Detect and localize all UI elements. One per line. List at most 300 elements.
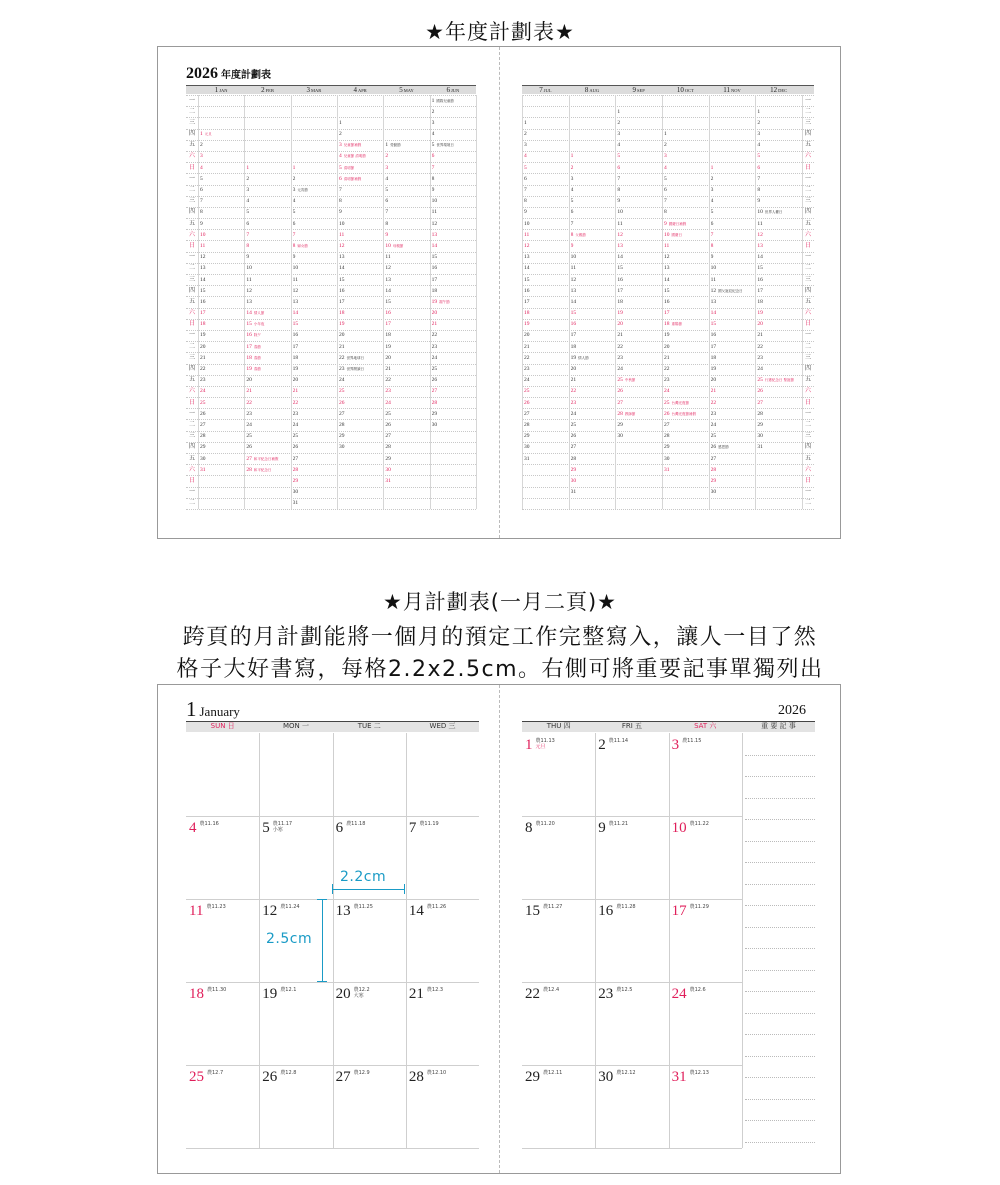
day-cell: 19 情人節 — [570, 354, 589, 361]
day-cell: 18 春節 — [246, 354, 261, 361]
day-cell: 18 — [385, 332, 391, 339]
day-cell: 25 台灣光復節 — [664, 399, 689, 406]
day-cell: 23 — [524, 366, 530, 373]
day-cell: 28 — [200, 433, 206, 440]
day-col-line — [595, 733, 596, 1148]
day-cell: 8 — [200, 209, 203, 216]
memo-line — [745, 1013, 815, 1014]
day-col-line — [669, 733, 670, 1148]
day-cell: 26 — [200, 410, 206, 417]
day-cell: 20 — [664, 343, 670, 350]
day-cell: 13 — [246, 298, 252, 305]
cell-height-tick-bottom — [317, 981, 327, 982]
day-cell: 28 — [339, 421, 345, 428]
day-cell: 9 — [385, 231, 389, 238]
day-cell: 27 — [570, 444, 577, 451]
day-cell: 16 — [710, 332, 717, 339]
day-cell: 29 — [710, 477, 717, 484]
day-cell: 25 — [385, 410, 391, 417]
month-header-9: 9SEP — [632, 86, 645, 94]
day-cell: 2 農11.14 — [598, 737, 629, 753]
weekday-label: 一 — [188, 331, 195, 339]
day-cell: 25 — [246, 433, 252, 440]
day-cell: 3 — [431, 119, 435, 126]
day-cell: 14 — [617, 254, 623, 261]
month-header-5: 5MAY — [399, 86, 414, 94]
day-cell: 20 農12.2 大寒 — [335, 986, 370, 1002]
grid-col-line — [755, 95, 756, 509]
day-cell: 27 — [431, 388, 438, 395]
day-cell: 5 — [200, 175, 203, 182]
spread-spine — [499, 47, 500, 538]
weekday-header: TUE 二 — [357, 722, 381, 730]
day-cell: 5 — [664, 175, 667, 182]
weekday-label: 一 — [188, 174, 195, 182]
day-cell: 9 — [617, 198, 621, 205]
day-cell: 30 — [617, 433, 623, 440]
day-cell: 9 農11.21 — [598, 820, 629, 836]
day-cell: 24 — [200, 388, 206, 395]
day-cell: 24 — [664, 388, 670, 395]
day-cell: 1 — [524, 119, 527, 126]
day-cell: 11 — [246, 276, 252, 283]
day-cell: 3 農11.15 — [671, 737, 702, 753]
day-cell: 6 — [292, 220, 296, 227]
day-cell: 11 — [664, 242, 670, 249]
weekday-label: 六 — [804, 152, 811, 160]
day-cell: 28 — [664, 433, 670, 440]
day-cell: 18 — [710, 354, 717, 361]
day-cell: 30 — [710, 489, 717, 496]
weekday-label: 日 — [804, 476, 811, 484]
day-cell: 22 — [524, 354, 530, 361]
weekday-label: 三 — [804, 353, 811, 361]
day-cell: 8 — [246, 242, 250, 249]
day-cell: 6 — [664, 187, 667, 193]
weekday-label: 三 — [188, 275, 195, 283]
grid-col-line — [291, 95, 292, 509]
yearly-title: 2026 年度計劃表 — [186, 65, 271, 82]
weekday-label: 三 — [804, 197, 811, 205]
day-cell: 11 — [710, 276, 716, 283]
day-cell: 27 — [710, 455, 717, 462]
day-cell: 20 — [246, 377, 252, 384]
weekday-label: 三 — [188, 118, 195, 126]
day-cell: 17 — [664, 310, 670, 317]
day-cell: 24 — [617, 366, 623, 373]
day-cell: 13 — [431, 231, 438, 238]
day-cell: 2 — [385, 153, 389, 160]
monthly-planner-spread — [157, 684, 841, 1174]
day-cell: 29 — [757, 421, 763, 428]
week-row-line — [186, 1148, 479, 1149]
weekday-label: 三 — [804, 118, 811, 126]
weekday-label: 六 — [188, 309, 195, 317]
weekday-label: 六 — [188, 230, 195, 238]
day-cell: 24 — [570, 410, 577, 417]
weekday-header-bar-left — [186, 721, 479, 732]
grid-row-line — [522, 95, 814, 96]
weekday-label: 六 — [188, 152, 195, 160]
day-cell: 4 — [710, 198, 714, 205]
weekday-label: 日 — [188, 398, 195, 406]
day-cell: 3 — [246, 187, 250, 193]
day-cell: 24 — [246, 421, 252, 428]
day-cell: 17 — [570, 332, 577, 339]
memo-line — [745, 1099, 815, 1100]
day-cell: 24 — [431, 354, 438, 361]
day-cell: 17 — [200, 310, 206, 317]
day-cell: 18 — [757, 298, 763, 305]
day-cell: 22 — [246, 399, 252, 406]
day-cell: 5 — [710, 209, 714, 216]
day-cell: 29 — [664, 444, 670, 451]
day-cell: 18 — [617, 298, 623, 305]
day-cell: 8 — [617, 187, 621, 193]
memo-line — [745, 776, 815, 777]
day-cell: 3 — [200, 153, 203, 160]
day-cell: 14 — [524, 265, 530, 272]
month-header-7: 7JUL — [539, 86, 552, 94]
weekday-label: 二 — [188, 186, 195, 193]
day-cell: 5 — [524, 164, 527, 171]
day-cell: 19 春節 — [246, 366, 261, 373]
day-cell: 29 — [292, 477, 299, 484]
month-header-8: 8AUG — [584, 86, 600, 94]
day-cell: 19 — [617, 310, 623, 317]
day-cell: 3 兒童節補假 — [339, 142, 362, 149]
day-cell: 6 清明節補假 — [339, 175, 362, 182]
day-cell: 6 — [385, 198, 389, 205]
grid-row-line — [186, 509, 476, 510]
day-cell: 25 農12.7 — [189, 1069, 224, 1085]
day-cell: 12 — [339, 242, 345, 249]
weekday-header: FRI 五 — [621, 722, 643, 730]
day-cell: 9 — [524, 209, 527, 216]
weekday-label: 五 — [188, 454, 195, 462]
day-cell: 15 — [292, 321, 299, 328]
day-cell: 16 — [524, 287, 530, 294]
day-cell: 7 — [200, 198, 203, 205]
day-cell: 18 — [431, 287, 438, 294]
day-cell: 26 感恩節 — [710, 444, 729, 451]
month-header-bar-right — [522, 85, 814, 94]
day-cell: 22 — [570, 388, 577, 395]
day-cell: 16 — [431, 265, 438, 272]
day-cell: 15 小年夜 — [246, 321, 265, 328]
day-cell: 1 — [339, 119, 342, 126]
day-cell: 26 — [385, 421, 391, 428]
day-cell: 22 農12.4 — [525, 986, 560, 1002]
day-cell: 1 — [664, 131, 667, 138]
day-cell: 10 — [710, 265, 717, 272]
day-cell: 22 世界地球日 — [339, 354, 364, 361]
day-cell: 8 — [664, 209, 667, 216]
day-cell: 12 — [524, 242, 530, 249]
day-cell: 6 — [710, 220, 714, 227]
memo-line — [745, 841, 815, 842]
day-cell: 23 世界閱讀日 — [339, 366, 364, 373]
day-cell: 6 — [431, 153, 435, 160]
day-cell: 23 — [292, 410, 299, 417]
day-cell: 22 — [200, 366, 206, 373]
weekday-label: 一 — [804, 488, 811, 496]
day-cell: 26 — [431, 377, 438, 384]
grid-col-line — [337, 95, 338, 509]
weekday-label: 五 — [804, 141, 811, 149]
weekday-label: 六 — [188, 465, 195, 473]
day-cell: 15 — [664, 287, 670, 294]
day-cell: 21 — [617, 332, 623, 339]
day-cell: 26 — [246, 444, 252, 451]
day-cell: 19 — [385, 343, 391, 350]
grid-col-line — [383, 95, 384, 509]
day-cell: 23 — [246, 410, 252, 417]
day-cell: 1 — [570, 153, 574, 160]
day-cell: 1 — [246, 164, 250, 171]
day-cell: 25 行憲紀念日 聖誕節 — [757, 377, 794, 384]
day-cell: 10 — [617, 209, 623, 216]
day-cell: 28 和平紀念日 — [246, 466, 272, 473]
day-cell: 28 — [385, 444, 391, 451]
monthly-caption-line-2: 格子大好書寫，每格2.2x2.5cm。右側可將重要記事單獨列出 — [176, 657, 824, 682]
week-row-line — [522, 982, 742, 983]
memo-line — [745, 798, 815, 799]
day-col-line — [742, 733, 743, 1148]
yearly-grid-left — [186, 95, 476, 509]
grid-col-line — [522, 95, 523, 509]
day-cell: 5 — [757, 153, 761, 160]
day-cell: 14 情人節 — [246, 310, 265, 317]
day-cell: 1 勞動節 — [385, 142, 401, 149]
weekday-label: 二 — [188, 342, 195, 350]
day-cell: 20 — [385, 354, 391, 361]
day-cell: 6 — [617, 164, 621, 171]
day-cell: 12 — [246, 287, 252, 294]
day-cell: 27 — [339, 410, 345, 417]
day-cell: 19 — [200, 332, 206, 339]
day-cell: 28 — [292, 466, 299, 473]
day-cell: 21 — [385, 366, 391, 373]
weekday-label: 日 — [188, 476, 195, 484]
day-cell: 4 — [617, 142, 621, 149]
day-cell: 21 — [292, 388, 299, 395]
day-cell: 10 — [200, 231, 206, 238]
day-cell: 1 — [710, 164, 714, 171]
weekday-label: 三 — [188, 432, 195, 440]
day-cell: 5 — [617, 153, 621, 160]
day-cell: 10 — [524, 220, 530, 227]
weekday-label: 六 — [188, 387, 195, 395]
day-col-line — [333, 733, 334, 1148]
weekday-label: 日 — [188, 320, 195, 328]
day-cell: 17 — [617, 287, 623, 294]
day-cell: 19 — [757, 310, 763, 317]
day-cell: 16 — [664, 298, 670, 305]
day-cell: 13 — [664, 265, 670, 272]
memo-line — [745, 927, 815, 928]
day-cell: 17 — [292, 343, 299, 350]
yearly-grid-right — [522, 95, 814, 509]
day-cell: 23 — [200, 377, 206, 384]
day-cell: 15 — [431, 254, 438, 261]
day-cell: 24 農12.6 — [671, 986, 706, 1002]
weekday-label: 四 — [804, 130, 811, 138]
day-cell: 24 — [292, 421, 299, 428]
month-header-2: 2FEB — [261, 86, 274, 94]
day-cell: 26 — [292, 444, 299, 451]
day-cell: 1 — [617, 108, 621, 115]
day-cell: 8 農11.20 — [525, 820, 555, 836]
day-cell: 13 — [524, 254, 530, 261]
day-cell: 23 農12.5 — [598, 986, 633, 1002]
day-cell: 3 — [664, 153, 667, 160]
day-cell: 21 — [246, 388, 252, 395]
day-cell: 19 — [292, 366, 299, 373]
day-cell: 8 — [757, 187, 761, 193]
weekday-label: 一 — [188, 96, 195, 104]
day-cell: 23 — [431, 343, 438, 350]
day-cell: 26 台灣光復節補假 — [664, 410, 696, 417]
day-cell: 14 — [710, 310, 717, 317]
day-cell: 6 — [246, 220, 250, 227]
day-cell: 10 — [570, 254, 577, 261]
weekday-label: 二 — [804, 342, 811, 350]
day-cell: 22 — [431, 332, 438, 339]
day-cell: 18 — [292, 354, 299, 361]
day-cell: 1 元旦 — [200, 131, 212, 138]
day-cell: 5 農11.17 小寒 — [262, 820, 293, 836]
monthly-caption-line-1: 跨頁的月計劃能將一個月的預定工作完整寫入，讓人一目了然 — [182, 625, 818, 650]
day-cell: 15 — [710, 321, 717, 328]
day-cell: 17 — [757, 287, 763, 294]
day-cell: 3 — [617, 131, 621, 138]
day-cell: 9 — [339, 209, 342, 216]
day-cell: 11 — [200, 242, 206, 249]
day-cell: 21 農12.3 — [408, 986, 444, 1002]
day-cell: 22 — [757, 343, 763, 350]
day-cell: 11 — [385, 254, 391, 261]
day-cell: 2 — [339, 131, 342, 138]
weekday-label: 一 — [804, 96, 811, 104]
day-cell: 23 — [570, 399, 577, 406]
weekday-label: 五 — [804, 297, 811, 305]
day-cell: 11 — [524, 231, 530, 238]
day-cell: 15 農11.27 — [525, 903, 563, 919]
day-cell: 20 — [570, 366, 577, 373]
day-col-line — [406, 733, 407, 1148]
day-cell: 16 — [200, 298, 206, 305]
day-cell: 24 — [757, 366, 763, 373]
day-cell: 16 — [339, 287, 345, 294]
memo-header: 重 要 記 事 — [761, 722, 796, 730]
day-cell: 7 農11.19 — [408, 820, 439, 836]
weekday-label: 六 — [804, 465, 811, 473]
day-cell: 4 農11.16 — [189, 820, 219, 836]
grid-col-line — [569, 95, 570, 509]
cell-width-tick-right — [404, 884, 405, 894]
day-cell: 1 國際兒童節 — [431, 97, 454, 104]
day-cell: 7 — [570, 220, 574, 227]
day-cell: 9 — [757, 198, 761, 205]
day-cell: 5 — [570, 198, 574, 205]
day-cell: 16 農11.28 — [598, 903, 636, 919]
week-row-line — [522, 816, 742, 817]
day-cell: 17 — [710, 343, 717, 350]
day-cell: 13 — [292, 298, 299, 305]
day-cell: 19 端午節 — [431, 298, 450, 305]
day-cell: 30 — [292, 489, 299, 496]
day-cell: 13 農11.25 — [335, 903, 373, 919]
weekday-label: 日 — [188, 163, 195, 171]
month-header-6: 6JUN — [446, 86, 460, 94]
day-cell: 28 — [710, 466, 717, 473]
day-cell: 19 — [664, 332, 670, 339]
day-cell: 21 — [757, 332, 763, 339]
day-cell: 23 — [617, 354, 623, 361]
day-cell: 7 — [757, 175, 761, 182]
day-cell: 17 — [339, 298, 345, 305]
weekday-label: 一 — [188, 409, 195, 417]
day-cell: 26 — [570, 433, 577, 440]
day-cell: 24 — [710, 421, 717, 428]
day-cell: 14 — [385, 287, 391, 294]
day-cell: 27 農12.9 — [335, 1069, 370, 1085]
weekday-label: 四 — [804, 365, 811, 373]
day-cell: 18 重陽節 — [664, 321, 682, 328]
weekday-label: 二 — [804, 420, 811, 428]
day-cell: 20 — [524, 332, 530, 339]
day-cell: 22 — [710, 399, 717, 406]
day-cell: 9 — [292, 254, 296, 261]
day-cell: 11 農11.23 — [189, 903, 226, 919]
day-cell: 22 — [664, 366, 670, 373]
memo-line — [745, 1056, 815, 1057]
day-cell: 2 — [570, 164, 574, 171]
day-cell: 13 — [570, 287, 577, 294]
day-cell: 19 — [710, 366, 717, 373]
day-cell: 3 — [757, 131, 761, 138]
grid-col-line — [709, 95, 710, 509]
day-cell: 5 — [385, 187, 389, 193]
cell-width-label: 2.2cm — [340, 869, 387, 885]
day-cell: 1 農11.13 元旦 — [525, 737, 555, 753]
weekday-label: 二 — [188, 499, 195, 507]
month-title: 1 January — [186, 697, 240, 721]
weekday-label: 五 — [188, 297, 195, 305]
weekday-label: 三 — [188, 197, 195, 205]
day-cell: 28 — [431, 399, 438, 406]
day-cell: 12 農11.24 — [262, 903, 300, 919]
day-cell: 23 — [385, 388, 391, 395]
day-cell: 15 — [339, 276, 345, 283]
day-cell: 3 — [524, 142, 527, 149]
day-cell: 27 — [200, 421, 206, 428]
day-cell: 25 — [710, 433, 717, 440]
weekday-label: 日 — [804, 398, 811, 406]
day-cell: 26 農12.8 — [262, 1069, 297, 1085]
day-cell: 17 春節 — [246, 343, 261, 350]
day-cell: 24 — [524, 377, 530, 384]
grid-row-line — [522, 509, 814, 510]
day-cell: 26 — [524, 399, 530, 406]
day-col-line — [259, 733, 260, 1148]
weekday-label: 四 — [188, 365, 195, 373]
day-cell: 15 — [524, 276, 530, 283]
day-cell: 25 中秋節 — [617, 377, 636, 384]
weekday-label: 五 — [804, 219, 811, 227]
day-cell: 10 國慶日 — [664, 231, 682, 238]
